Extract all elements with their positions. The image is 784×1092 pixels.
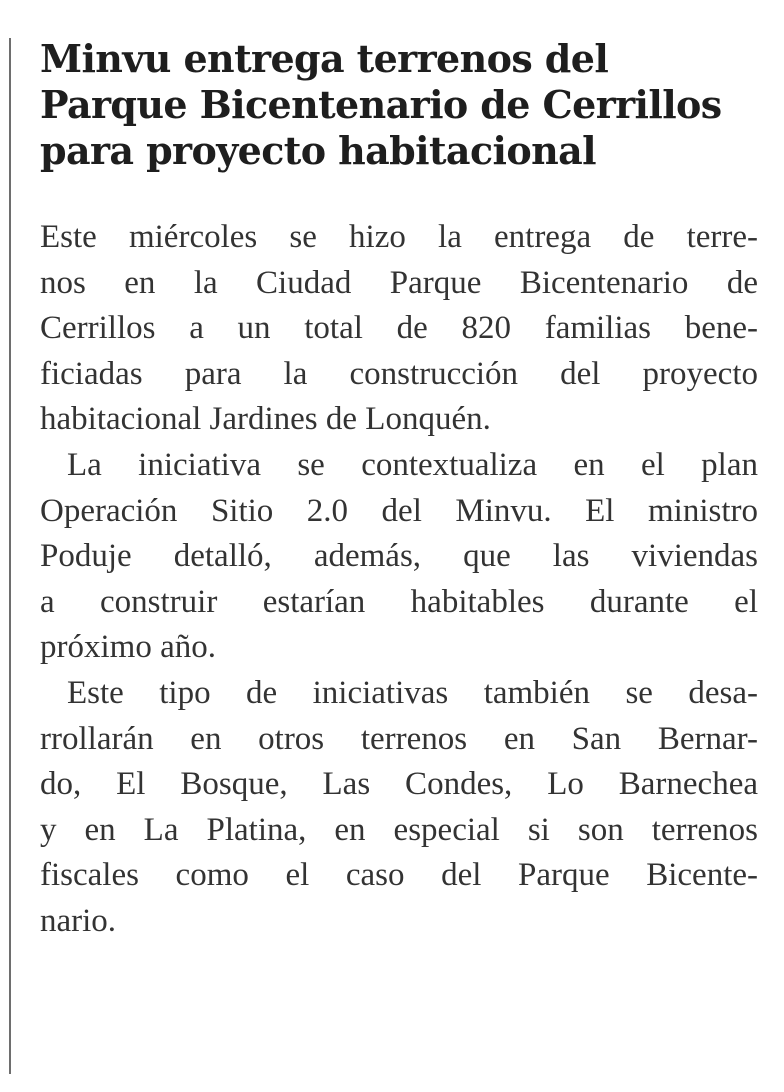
headline-line: para proyecto habitacional [40, 128, 596, 173]
text-line: La iniciativa se contextualiza en el plan [67, 446, 758, 483]
text-line: rrollarán en otros terrenos en San Bernar- [40, 720, 758, 757]
text-line: Cerrillos a un total de 820 familias bene- [40, 310, 758, 347]
text-line: Este tipo de iniciativas también se desa- [67, 674, 758, 711]
paragraph-3 [40, 671, 758, 945]
article-headline [40, 36, 758, 174]
article-body [40, 215, 758, 945]
text-line: ficiadas para la construcción del proyecto [40, 355, 758, 392]
paragraph-2 [40, 443, 758, 671]
news-article [40, 36, 758, 945]
text-line: nario. [40, 902, 117, 939]
text-line: nos en la Ciudad Parque Bicentenario de [40, 264, 758, 301]
headline-line: Parque Bicentenario de Cerrillos [40, 82, 722, 127]
text-line: próximo año. [40, 629, 216, 666]
text-line: do, El Bosque, Las Condes, Lo Barnechea [40, 766, 758, 803]
headline-line: Minvu entrega terrenos del [40, 36, 609, 81]
text-line: Poduje detalló, además, que las viviendas [40, 538, 758, 575]
paragraph-1 [40, 215, 758, 443]
text-line: a construir estarían habitables durante el [40, 583, 758, 620]
text-line: fiscales como el caso del Parque Bicente- [40, 857, 758, 894]
text-line: y en La Platina, en especial si son terrenos [40, 811, 758, 848]
text-line: Operación Sitio 2.0 del Minvu. El ministro [40, 492, 758, 529]
text-line: habitacional Jardines de Lonquén. [40, 401, 491, 438]
column-divider-rule [9, 38, 11, 1074]
text-line: Este miércoles se hizo la entrega de terre- [40, 219, 758, 255]
